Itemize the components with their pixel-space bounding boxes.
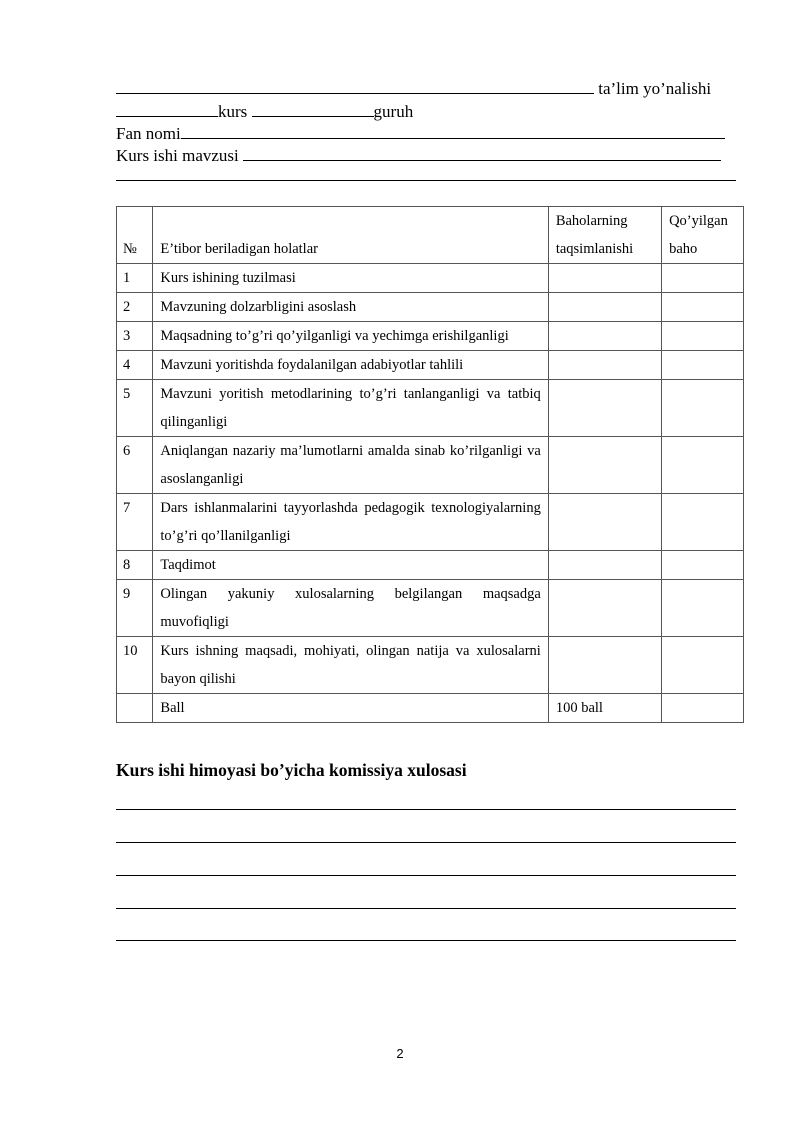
row-num: 4 [117, 351, 153, 380]
row-distribution-cell[interactable] [548, 351, 661, 380]
row-num: 7 [117, 494, 153, 551]
row-criteria: Mavzuni yoritishda foydalanilgan adabiyotlar tahlili [153, 351, 548, 380]
table-row [117, 637, 744, 694]
row-num: 1 [117, 264, 153, 293]
table-row [117, 351, 744, 380]
row-grade-cell[interactable] [662, 580, 744, 637]
row-distribution-cell[interactable] [548, 264, 661, 293]
row-criteria: Maqsadning to’g’ri qo’yilganligi va yechimga erishilganligi [153, 322, 548, 351]
evaluation-table [116, 206, 744, 723]
row-grade-cell[interactable] [662, 351, 744, 380]
row-num: 10 [117, 637, 153, 694]
row-distribution-cell[interactable] [548, 380, 661, 437]
group-label: guruh [373, 102, 414, 121]
table-row [117, 380, 744, 437]
row-grade-cell[interactable] [662, 551, 744, 580]
page-number: 2 [396, 1046, 404, 1061]
topic-blank[interactable] [243, 145, 721, 161]
conclusion-line-5[interactable] [116, 940, 736, 941]
conclusion-line-4[interactable] [116, 908, 736, 909]
row-num: 6 [117, 437, 153, 494]
table-row [117, 580, 744, 637]
course-blank[interactable] [116, 101, 218, 117]
course-label: kurs [218, 102, 248, 121]
subject-line [116, 123, 725, 144]
row-distribution-cell[interactable] [548, 494, 661, 551]
row-distribution-cell[interactable] [548, 551, 661, 580]
row-criteria: Taqdimot [153, 551, 548, 580]
subject-label: Fan nomi [116, 124, 181, 143]
row-criteria: Olingan yakuniy xulosalarning belgilangan maqsadga muvofiqligi [153, 580, 548, 637]
row-grade-cell[interactable] [662, 293, 744, 322]
row-num: 2 [117, 293, 153, 322]
header-grade: Qo’yilgan baho [662, 207, 744, 264]
table-row [117, 494, 744, 551]
table-header-row [117, 207, 744, 264]
header-criteria: E’tibor beriladigan holatlar [153, 207, 548, 264]
row-grade-cell[interactable] [662, 322, 744, 351]
group-blank[interactable] [252, 101, 374, 117]
row-grade-cell[interactable] [662, 264, 744, 293]
direction-line [116, 78, 711, 99]
header-distribution: Baholarning taqsimlanishi [548, 207, 661, 264]
table-row [117, 293, 744, 322]
conclusion-line-3[interactable] [116, 875, 736, 876]
course-group-line [116, 101, 413, 122]
conclusion-line-1[interactable] [116, 809, 736, 810]
table-row [117, 322, 744, 351]
total-value: 100 ball [548, 694, 661, 723]
row-num: 3 [117, 322, 153, 351]
row-grade-cell[interactable] [662, 494, 744, 551]
total-label: Ball [153, 694, 548, 723]
direction-label: ta’lim yo’nalishi [598, 79, 712, 98]
row-grade-cell[interactable] [662, 637, 744, 694]
row-distribution-cell[interactable] [548, 580, 661, 637]
direction-blank[interactable] [116, 78, 594, 94]
row-distribution-cell[interactable] [548, 293, 661, 322]
table-total-row [117, 694, 744, 723]
conclusion-title: Kurs ishi himoyasi bo’yicha komissiya xulosasi [116, 760, 467, 780]
total-grade-cell[interactable] [662, 694, 744, 723]
row-distribution-cell[interactable] [548, 637, 661, 694]
table-row [117, 264, 744, 293]
row-criteria: Mavzuning dolzarbligini asoslash [153, 293, 548, 322]
row-criteria: Dars ishlanmalarini tayyorlashda pedagogik texnologiyalarning to’g’ri qo’llanilganligi [153, 494, 548, 551]
row-distribution-cell[interactable] [548, 322, 661, 351]
subject-blank[interactable] [181, 123, 725, 139]
table-row [117, 551, 744, 580]
topic-line [116, 145, 721, 166]
row-distribution-cell[interactable] [548, 437, 661, 494]
row-criteria: Kurs ishining tuzilmasi [153, 264, 548, 293]
table-row [117, 437, 744, 494]
topic-label: Kurs ishi mavzusi [116, 146, 239, 165]
row-criteria: Mavzuni yoritish metodlarining to’g’ri tanlanganligi va tatbiq qilinganligi [153, 380, 548, 437]
row-num: 5 [117, 380, 153, 437]
row-grade-cell[interactable] [662, 380, 744, 437]
row-criteria: Aniqlangan nazariy ma’lumotlarni amalda sinab ko’rilganligi va asoslanganligi [153, 437, 548, 494]
row-grade-cell[interactable] [662, 437, 744, 494]
row-criteria: Kurs ishning maqsadi, mohiyati, olingan natija va xulosalarni bayon qilishi [153, 637, 548, 694]
conclusion-line-2[interactable] [116, 842, 736, 843]
row-num: 9 [117, 580, 153, 637]
total-num-cell [117, 694, 153, 723]
header-num: № [117, 207, 153, 264]
row-num: 8 [117, 551, 153, 580]
topic-continuation-line[interactable] [116, 180, 736, 181]
